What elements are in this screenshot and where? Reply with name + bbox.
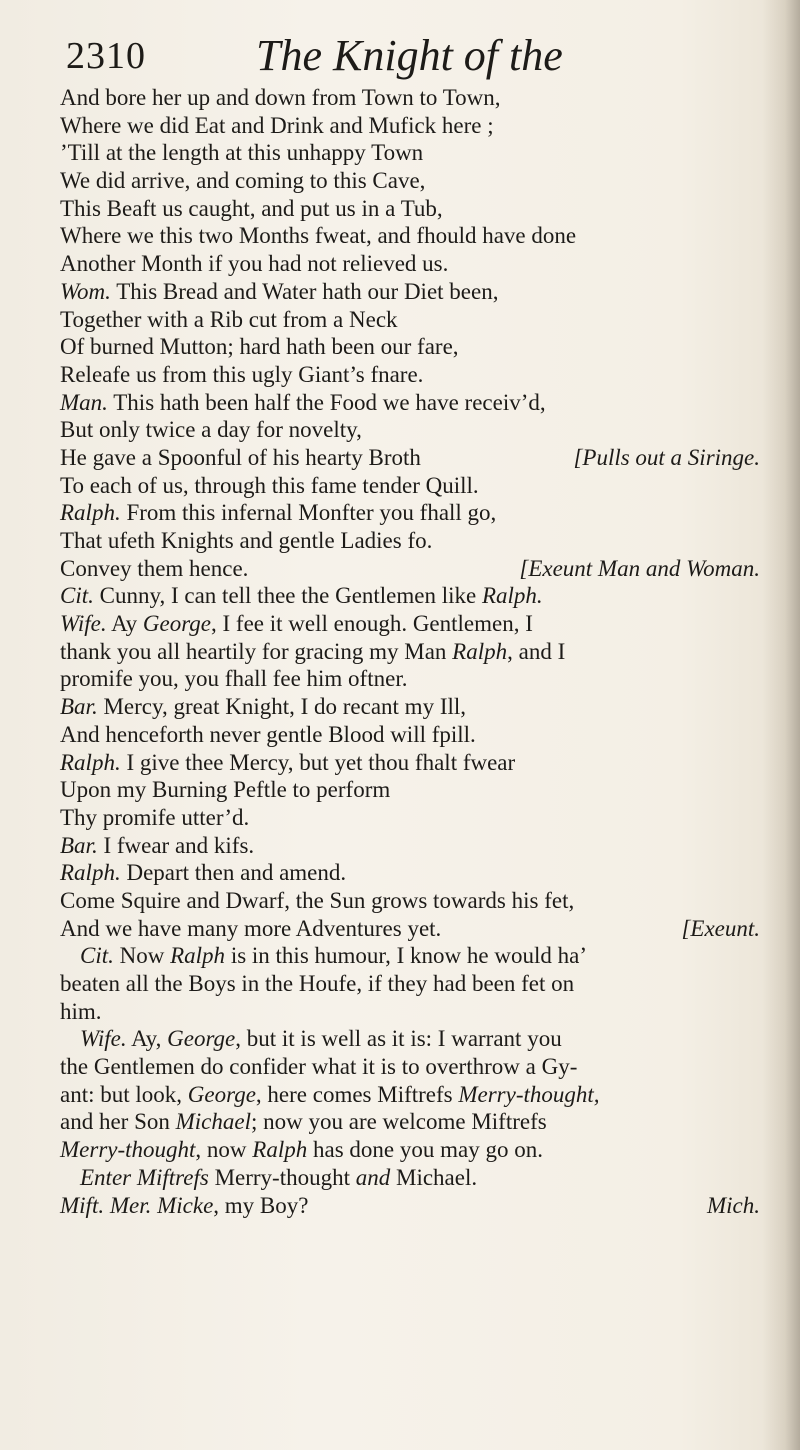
text-line bbox=[60, 832, 760, 860]
speaker-name: Wife. bbox=[60, 611, 107, 637]
line-text: , here comes Miftrefs bbox=[255, 1081, 459, 1107]
italic-text: George bbox=[142, 611, 211, 637]
line-text: He gave a Spoonful of his hearty Broth bbox=[60, 444, 421, 470]
italic-text: Micke bbox=[157, 1192, 214, 1218]
italic-text: Merry-thought bbox=[60, 1137, 196, 1163]
speaker-name: Bar. bbox=[60, 694, 98, 720]
stage-direction: Mich. bbox=[706, 1192, 760, 1218]
speaker-name: Bar. bbox=[60, 832, 98, 858]
text-line bbox=[60, 167, 760, 195]
text-line bbox=[60, 776, 760, 804]
line-text: This Bread and Water hath our Diet been, bbox=[110, 278, 499, 304]
text-line bbox=[60, 582, 760, 610]
text-line bbox=[60, 998, 760, 1026]
stage-direction: [Pulls out a Siringe. bbox=[573, 444, 760, 470]
text-line bbox=[60, 139, 760, 167]
line-text: This hath been half the Food we have receiv’d, bbox=[107, 389, 546, 415]
italic-text: George bbox=[167, 1026, 236, 1052]
text-line bbox=[60, 361, 760, 389]
italic-text: Merry-thought, bbox=[458, 1081, 600, 1107]
line-text: That ufeth Knights and gentle Ladies fo. bbox=[60, 528, 433, 553]
play-text bbox=[60, 84, 760, 1219]
line-text: And henceforth never gentle Blood will fpill. bbox=[60, 721, 476, 747]
text-line bbox=[60, 333, 760, 361]
line-text: Mercy, great Knight, I do recant my Ill, bbox=[97, 694, 467, 720]
line-text: , now bbox=[195, 1137, 253, 1163]
speaker-name: Cit. bbox=[80, 943, 114, 969]
text-line bbox=[60, 638, 760, 666]
line-text: Upon my Burning Peftle to perform bbox=[60, 777, 391, 803]
running-title: The Knight of the bbox=[256, 31, 563, 80]
line-text: Of burned Mutton; hard hath been our fare, bbox=[60, 334, 459, 360]
italic-text: Michael bbox=[175, 1109, 251, 1135]
text-line bbox=[60, 721, 760, 749]
line-text: Merry-thought bbox=[208, 1164, 356, 1190]
text-line bbox=[60, 859, 760, 887]
text-line bbox=[60, 1025, 760, 1053]
text-line bbox=[60, 389, 760, 417]
line-text: Come Squire and Dwarf, the Sun grows towards his fet, bbox=[60, 887, 575, 913]
text-line bbox=[60, 970, 760, 998]
line-text: , I fee it well enough. Gentlemen, I bbox=[211, 611, 533, 637]
line-text: , and I bbox=[507, 638, 566, 664]
italic-text: and bbox=[355, 1164, 391, 1190]
line-text: But only twice a day for novelty, bbox=[60, 417, 362, 443]
line-text: him. bbox=[60, 998, 102, 1024]
line-text: ant: but look, bbox=[60, 1081, 188, 1107]
italic-text: Ralph. bbox=[481, 583, 543, 609]
line-text: Depart then and amend. bbox=[120, 860, 347, 886]
text-line bbox=[60, 195, 760, 223]
line-text: thank you all heartily for gracing my Man bbox=[60, 638, 453, 664]
speaker-name: Wom. bbox=[60, 278, 111, 304]
speaker-name: Wife. bbox=[80, 1026, 127, 1052]
line-text: Ay, bbox=[126, 1026, 168, 1052]
text-line bbox=[60, 693, 760, 721]
line-text: I give thee Mercy, but yet thou fhalt fwear bbox=[120, 749, 516, 775]
line-text: From this infernal Monfter you fhall go, bbox=[120, 500, 497, 526]
text-line bbox=[60, 665, 760, 693]
text-line bbox=[60, 555, 760, 583]
italic-text: Ralph bbox=[452, 638, 508, 664]
text-line bbox=[60, 887, 760, 915]
line-text: and her Son bbox=[60, 1109, 176, 1135]
speaker-name: Man. bbox=[60, 389, 108, 415]
text-line bbox=[60, 472, 760, 500]
line-text: And bore her up and down from Town to Town, bbox=[60, 85, 501, 110]
line-text: is in this humour, I know he would ha’ bbox=[225, 943, 587, 969]
line-text: ’Till at the length at this unhappy Town bbox=[60, 140, 424, 166]
text-line bbox=[60, 915, 760, 943]
line-text: And we have many more Adventures yet. bbox=[60, 915, 442, 941]
speaker-name: Ralph. bbox=[60, 500, 121, 526]
text-line bbox=[60, 306, 760, 334]
line-text: Where we this two Months fweat, and fhould have done bbox=[60, 223, 577, 249]
line-text: To each of us, through this fame tender Quill. bbox=[60, 472, 479, 498]
line-text: the Gentlemen do confider what it is to overthrow a Gy- bbox=[60, 1054, 578, 1080]
text-line bbox=[60, 112, 760, 140]
text-line bbox=[60, 499, 760, 527]
text-line bbox=[60, 1053, 760, 1081]
line-text: Thy promife utter’d. bbox=[60, 804, 250, 830]
page-number: 2310 bbox=[66, 35, 146, 77]
line-text: has done you may go on. bbox=[307, 1137, 543, 1163]
line-text: We did arrive, and coming to this Cave, bbox=[60, 168, 426, 194]
text-line bbox=[60, 278, 760, 306]
line-text: Another Month if you had not relieved us. bbox=[60, 251, 449, 277]
line-text: This Beaft us caught, and put us in a Tub, bbox=[60, 195, 443, 221]
line-text: Convey them hence. bbox=[60, 555, 249, 581]
line-text: Where we did Eat and Drink and Mufick here ; bbox=[60, 112, 494, 138]
text-line bbox=[60, 416, 760, 444]
stage-direction: [Exeunt Man and Woman. bbox=[519, 555, 760, 581]
line-text: promife you, you fhall fee him oftner. bbox=[60, 666, 408, 692]
page-gutter-shadow bbox=[762, 0, 800, 1450]
text-line bbox=[60, 804, 760, 832]
line-text: , but it is well as it is: I warrant you bbox=[235, 1026, 562, 1052]
text-line bbox=[60, 250, 760, 278]
line-text: I fwear and kifs. bbox=[97, 832, 255, 858]
text-line bbox=[60, 1108, 760, 1136]
text-line bbox=[60, 749, 760, 777]
line-text: Cunny, I can tell thee the Gentlemen like bbox=[93, 583, 482, 609]
italic-text: Ralph bbox=[252, 1137, 308, 1163]
line-text: , my Boy? bbox=[213, 1192, 309, 1218]
text-line bbox=[60, 610, 760, 638]
speaker-name: Ralph. bbox=[60, 749, 121, 775]
line-text: ; now you are welcome Miftrefs bbox=[250, 1109, 547, 1135]
italic-text: George bbox=[187, 1081, 256, 1107]
text-line bbox=[60, 1164, 760, 1192]
line-text: Ay bbox=[106, 611, 143, 637]
line-text: Together with a Rib cut from a Neck bbox=[60, 306, 398, 332]
text-line bbox=[60, 444, 760, 472]
speaker-name: Cit. bbox=[60, 583, 94, 609]
line-text: Releafe us from this ugly Giant’s fnare. bbox=[60, 361, 424, 387]
speaker-name: Mift. Mer. bbox=[60, 1192, 152, 1218]
stage-direction: [Exeunt. bbox=[681, 915, 760, 941]
text-line bbox=[60, 1136, 760, 1164]
line-text: Michael. bbox=[390, 1164, 478, 1190]
page-header bbox=[66, 30, 716, 90]
text-line bbox=[60, 84, 760, 112]
speaker-name: Ralph. bbox=[60, 860, 121, 886]
text-line bbox=[60, 1081, 760, 1109]
text-line bbox=[60, 942, 760, 970]
line-text: Now bbox=[113, 943, 171, 969]
speaker-name: Enter Miftrefs bbox=[80, 1164, 209, 1190]
line-text: beaten all the Boys in the Houfe, if they had been fet on bbox=[60, 971, 575, 996]
text-line bbox=[60, 527, 760, 555]
text-line bbox=[60, 222, 760, 250]
italic-text: Ralph bbox=[170, 943, 226, 969]
text-line bbox=[60, 1192, 760, 1220]
